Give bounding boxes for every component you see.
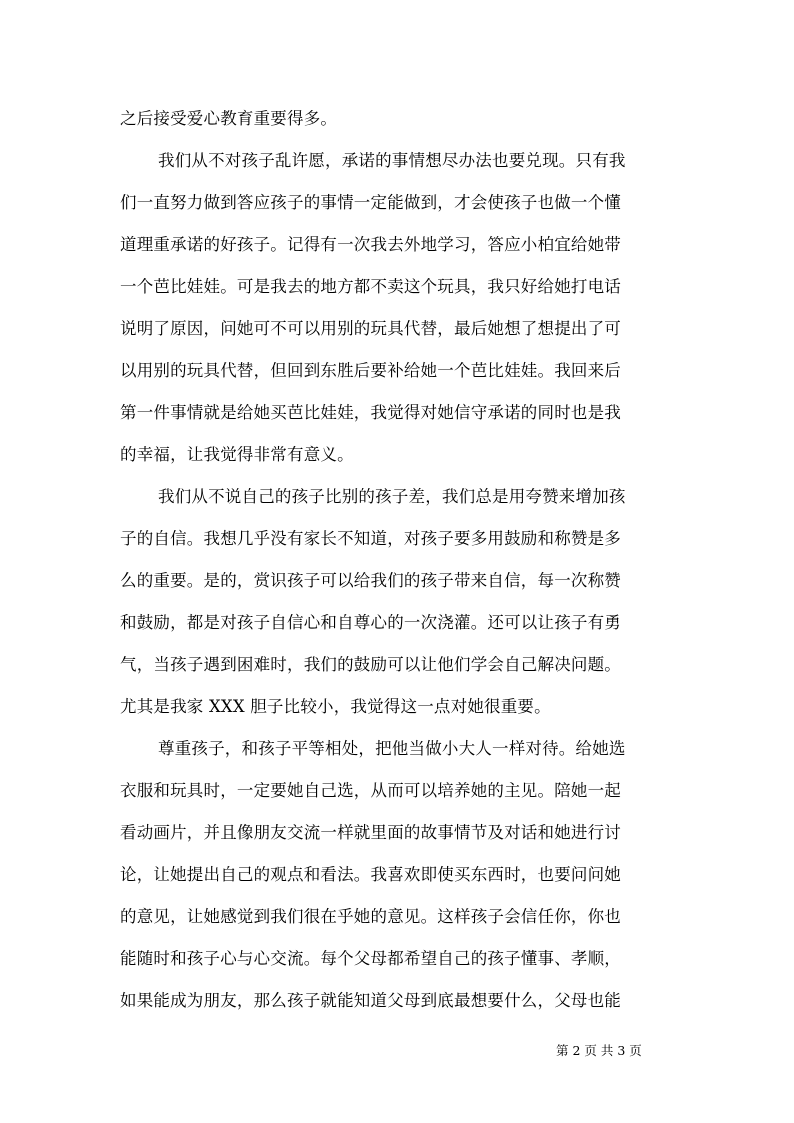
text-line: 们一直努力做到答应孩子的事情一定能做到，才会使孩子也做一个懂 <box>120 193 621 212</box>
text-line: 尤其是我家 XXX 胆子比较小，我觉得这一点对她很重要。 <box>120 697 551 716</box>
text-line: 之后接受爱心教育重要得多。 <box>120 109 338 128</box>
text-line: 看动画片，并且像朋友交流一样就里面的故事情节及对话和她进行讨 <box>120 823 621 842</box>
text-line: 衣服和玩具时，一定要她自己选，从而可以培养她的主见。陪她一起 <box>120 781 621 800</box>
text-line: 的幸福，让我觉得非常有意义。 <box>120 445 354 464</box>
page-number: 第 2 页 共 3 页 <box>556 1043 642 1058</box>
text-line: 如果能成为朋友，那么孩子就能知道父母到底最想要什么，父母也能 <box>120 991 621 1010</box>
text-line: 一个芭比娃娃。可是我去的地方都不卖这个玩具，我只好给她打电话 <box>120 277 621 296</box>
text-line: 气，当孩子遇到困难时，我们的鼓励可以让他们学会自己解决问题。 <box>120 655 621 674</box>
text-line: 道理重承诺的好孩子。记得有一次我去外地学习，答应小柏宜给她带 <box>120 235 621 254</box>
text-line: 么的重要。是的，赏识孩子可以给我们的孩子带来自信，每一次称赞 <box>120 571 621 590</box>
text-line: 我们从不说自己的孩子比别的孩子差，我们总是用夸赞来增加孩 <box>158 487 626 506</box>
text-line: 以用别的玩具代替，但回到东胜后要补给她一个芭比娃娃。我回来后 <box>120 361 621 380</box>
text-line: 和鼓励，都是对孩子自信心和自尊心的一次浇灌。还可以让孩子有勇 <box>120 613 621 632</box>
text-line: 论，让她提出自己的观点和看法。我喜欢即使买东西时，也要问问她 <box>120 865 621 884</box>
text-line: 能随时和孩子心与心交流。每个父母都希望自己的孩子懂事、孝顺， <box>120 949 621 968</box>
text-line: 的意见，让她感觉到我们很在乎她的意见。这样孩子会信任你，你也 <box>120 907 621 926</box>
text-line: 说明了原因，问她可不可以用别的玩具代替，最后她想了想提出了可 <box>120 319 621 338</box>
text-line: 尊重孩子，和孩子平等相处，把他当做小大人一样对待。给她选 <box>158 739 626 758</box>
text-line: 我们从不对孩子乱许愿，承诺的事情想尽办法也要兑现。只有我 <box>158 151 626 170</box>
text-line: 子的自信。我想几乎没有家长不知道，对孩子要多用鼓励和称赞是多 <box>120 529 621 548</box>
text-line: 第一件事情就是给她买芭比娃娃，我觉得对她信守承诺的同时也是我 <box>120 403 621 422</box>
